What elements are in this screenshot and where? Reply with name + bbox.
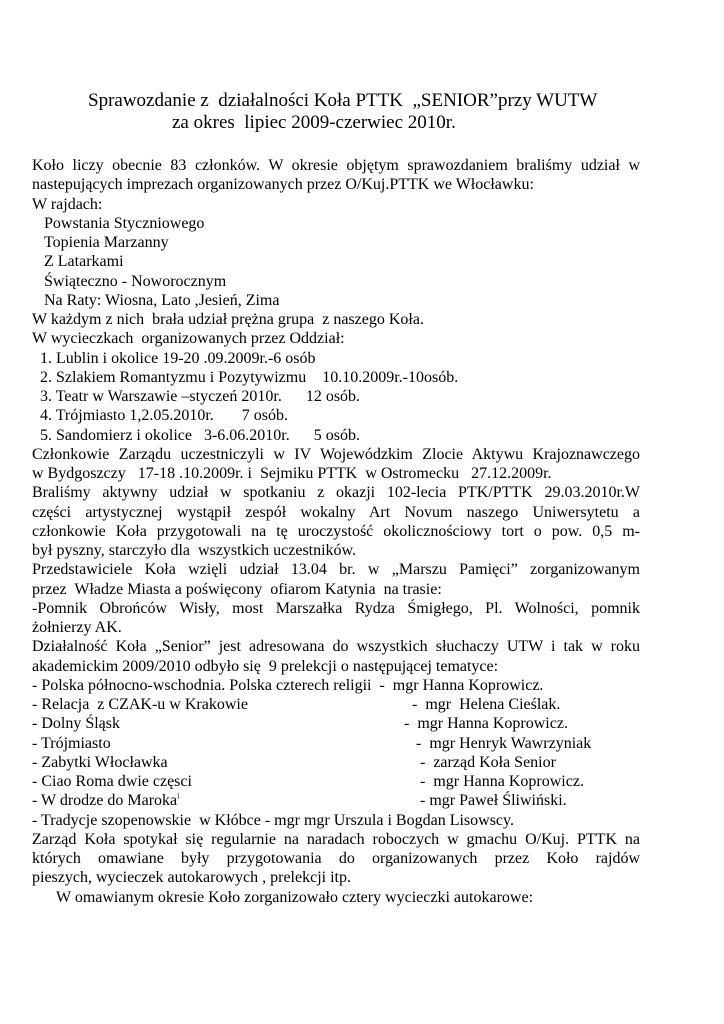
prelekcja-item <box>32 791 640 810</box>
wycieczka-item: 5. Sandomierz i okolice 3-6.06.2010r. 5 osób. <box>40 426 360 444</box>
zarzad-line-2: w Bydgoszczy 17-18 .10.2009r. i Sejmiku PTTK w Ostromecku 27.12.2009r. <box>32 465 552 482</box>
rajd-item: Świąteczno - Noworocznym <box>44 272 227 290</box>
report-title-line-2: za okres lipiec 2009-czerwiec 2010r. <box>172 112 456 133</box>
rajd-item: Powstania Styczniowego <box>44 214 205 232</box>
marsz-line-4: żołnierzy AK. <box>32 619 122 636</box>
prelekcja-speaker: - mgr Hanna Koprowicz. <box>392 773 584 790</box>
wycieczka-item: 2. Szlakiem Romantyzmu i Pozytywizmu 10.10.2009r.-10osób. <box>40 368 459 386</box>
prelekcja-topic: - Polska północno-wschodnia. Polska czterech religii <box>32 676 372 694</box>
zarzad-line-1: Członkowie Zarządu uczestniczyli w IV Wojewódzkim Zlocie Aktywu Krajoznawczego <box>32 445 640 463</box>
wycieczka-item: 1. Lublin i okolice 19-20 .09.2009r.-6 osób <box>40 349 316 367</box>
prelekcja-speaker: - mgr Henryk Wawrzyniak <box>392 734 592 752</box>
wycieczki-header: W wycieczkach organizowanych przez Oddział: <box>32 330 345 348</box>
prelekcja-topic: - Ciao Roma dwie częsci <box>32 773 192 790</box>
prelekcja-item <box>32 811 640 830</box>
prelekcja-topic: - Relacja z CZAK-u w Krakowie <box>32 696 248 713</box>
dzialalnosc-line-2: akademickim 2009/2010 odbyło się 9 prelekcji o następującej tematyce: <box>32 657 499 675</box>
prelekcja-speaker: - mgr Paweł Śliwiński. <box>392 792 567 810</box>
prelekcja-speaker: - mgr Hanna Koprowicz. <box>392 715 568 733</box>
marsz-line-3: -Pomnik Obrońców Wisły, most Marszałka Rydza Śmigłego, Pl. Wolności, pomnik <box>32 599 640 617</box>
prelekcja-speaker: - zarząd Koła Senior <box>392 753 556 771</box>
intro-line-2: nastepujących imprezach organizowanych przez O/Kuj.PTTK we Włocławku: <box>32 176 534 194</box>
rajd-item: Na Raty: Wiosna, Lato ,Jesień, Zima <box>44 291 280 309</box>
report-body <box>32 156 640 907</box>
closing-line-1: Zarząd Koła spotykał się regularnie na naradach roboczych w gmachu O/Kuj. PTTK na <box>32 830 640 848</box>
closing-line-2: których omawiane były przygotowania do organizowanych przez Koło rajdów <box>32 850 640 867</box>
footnote-marker: i <box>177 791 180 801</box>
closing-line-4: W omawianym okresie Koło zorganizowało cztery wycieczki autokarowe: <box>56 888 534 906</box>
dzialalnosc-line-1: Działalność Koła „Senior” jest adresowana do wszystkich słuchaczy UTW i tak w roku <box>32 638 640 656</box>
prelekcja-topic: - Trójmiasto <box>32 734 111 752</box>
prelekcja-topic: - W drodze do Maroka <box>32 792 178 810</box>
rajd-item: Z Latarkami <box>44 253 124 271</box>
prelekcja-topic: - Zabytki Włocławka <box>32 753 168 771</box>
intro-line-1: Koło liczy obecnie 83 członków. W okresie objętym sprawozdaniem braliśmy udział w <box>32 157 640 174</box>
prelekcja-item <box>32 676 640 695</box>
prelekcja-topic: - Tradycje szopenowskie w Kłóbce - mgr mgr Urszula i Bogdan Lisowscy. <box>32 811 514 829</box>
prelekcja-item <box>32 734 640 753</box>
closing-line-3: pieszych, wycieczek autokarowych , prelekcji itp. <box>32 869 351 887</box>
prelekcja-item <box>32 772 640 791</box>
wycieczka-item: 4. Trójmiasto 1,2.05.2010r. 7 osób. <box>40 407 289 425</box>
spotkanie-line-4: był pyszny, starczyło dla wszystkich uczestników. <box>32 542 357 559</box>
rajdy-summary: W każdym z nich brała udział prężna grupa z naszego Koła. <box>32 311 424 328</box>
spotkanie-line-2: części artystycznej wystąpił zespół wokalny Art Novum naszego Uniwersytetu a <box>32 503 640 521</box>
report-title-line-1: Sprawozdanie z działalności Koła PTTK „SENIOR”przy WUTW <box>88 90 598 111</box>
prelekcja-item <box>32 714 640 733</box>
prelekcja-speaker: - mgr Helena Cieślak. <box>392 696 561 713</box>
spotkanie-line-3: członkowie Koła przygotowali na tę uroczystość okolicznościowy tort o pow. 0,5 m- <box>32 522 640 540</box>
rajd-item: Topienia Marzanny <box>44 234 169 251</box>
prelekcja-topic-wrap <box>32 791 392 810</box>
spotkanie-line-1: Braliśmy aktywny udział w spotkaniu z okazji 102-lecia PTK/PTTK 29.03.2010r.W <box>32 484 640 502</box>
prelekcja-speaker: - mgr Hanna Koprowicz. <box>371 676 544 694</box>
prelekcja-topic: - Dolny Śląsk <box>32 715 120 733</box>
prelekcja-item <box>32 695 640 714</box>
marsz-line-2: przez Władze Miasta a poświęcony ofiarom Katynia na trasie: <box>32 580 442 598</box>
wycieczka-item: 3. Teatr w Warszawie –styczeń 2010r. 12 osób. <box>40 388 361 405</box>
prelekcja-item <box>32 753 640 772</box>
rajdy-header: W rajdach: <box>32 195 103 213</box>
marsz-line-1: Przedstawiciele Koła wzięli udział 13.04 br. w „Marszu Pamięci” zorganizowanym <box>32 561 640 579</box>
